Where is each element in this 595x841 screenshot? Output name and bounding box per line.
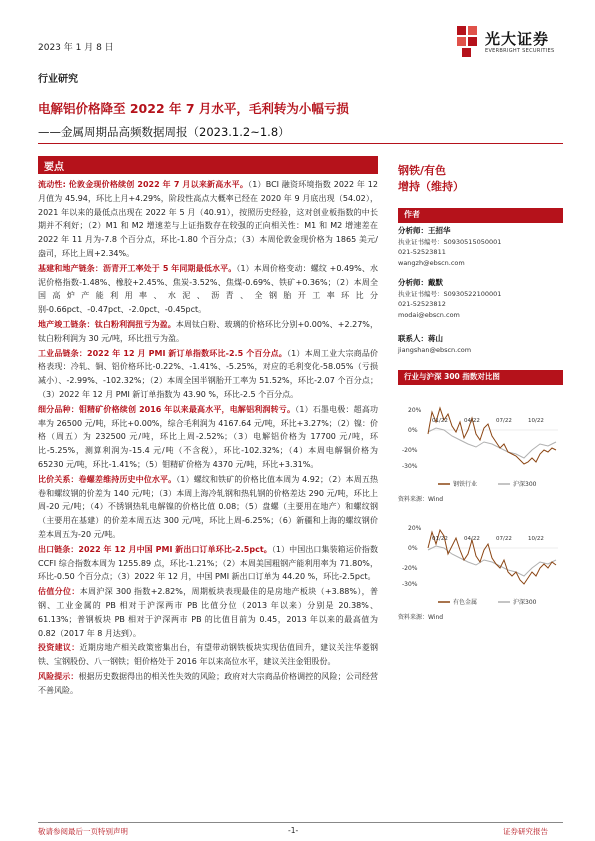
legend-label-nonferrous: 有色金属 <box>453 599 478 606</box>
paragraph-lead: 基建和地产链条：沥青开工率处于 5 年同期最低水平。 <box>38 263 237 273</box>
x-tick-label: 04/22 <box>464 536 480 542</box>
y-tick-label: 0% <box>408 427 418 434</box>
authors-label: 作者 <box>404 210 420 219</box>
paragraph-lead: 工业品链条：2022 年 12 月 PMI 新订单指数环比-2.5 个百分点。 <box>38 348 287 358</box>
chart-section-label: 行业与沪深 300 指数对比图 <box>404 372 500 381</box>
paragraph-body: 根据历史数据得出的相关性失效的风险；政府对大宗商品价格调控的风险；公司经营不善风险。 <box>38 671 379 695</box>
paragraph-lead: 风险提示： <box>38 671 79 681</box>
industry-rating: 增持（维持） <box>398 180 464 193</box>
x-tick-label: 04/22 <box>464 418 480 424</box>
legend-label-hs300: 沪深300 <box>513 481 537 488</box>
footer-divider <box>38 822 563 823</box>
chart-legend <box>438 480 537 488</box>
paragraph-lead: 投资建议： <box>38 643 80 653</box>
x-tick-label: 07/22 <box>496 536 512 542</box>
y-tick-label: 20% <box>408 407 422 414</box>
series-line-hs300 <box>428 428 556 458</box>
key-points-header <box>38 156 378 174</box>
chart-section-header <box>398 370 563 385</box>
series-line-steel <box>428 408 556 464</box>
paragraph-lead: 估值分位： <box>38 587 80 597</box>
footer-disclaimer-link[interactable]: 敬请参阅最后一页特别声明 <box>38 827 128 836</box>
x-axis-labels <box>432 418 544 424</box>
contact-block <box>398 334 563 355</box>
x-tick-label: 01/22 <box>432 536 448 542</box>
paragraph <box>38 543 378 584</box>
chart-nonferrous-vs-hs300 <box>398 510 563 610</box>
x-tick-label: 07/22 <box>496 418 512 424</box>
paragraph-lead: 细分品种：钼精矿价格续创 2016 年以来最高水平，电解铝利润转亏。 <box>38 404 296 414</box>
report-subtitle: ——金属周期品高频数据周报（2023.1.2~1.8） <box>38 125 290 139</box>
chart-legend <box>438 598 537 606</box>
logo-mark-icon <box>455 24 481 58</box>
authors-header <box>398 208 563 223</box>
paragraph <box>38 585 378 640</box>
y-tick-label: 20% <box>408 525 422 532</box>
paragraph-body: 本周沪深 300 指数+2.82%，周期板块表现最佳的是房地产板块（+3.88%），普钢、工业金属的 PB 相对于沪深两市 PB 比值分位（2013 年以来）分别是 20.38%、61.13%；普钢板块 PB 相对于沪深两市 PB 的比值目前为 0.45，2013 年以来的最高值为 0.82（2017 年 8 月达到）。 <box>38 587 379 638</box>
paragraph <box>38 347 378 402</box>
paragraph <box>38 473 378 542</box>
logo-english: EVERBRIGHT SECURITIES <box>485 48 555 54</box>
analyst-email[interactable]: modai@ebscn.com <box>398 310 460 319</box>
paragraph-lead: 出口链条：2022 年 12 月中国 PMI 新出口订单环比-2.5pct。 <box>38 544 272 554</box>
paragraph-lead: 比价关系：卷螺差维持历史中位水平。 <box>38 474 177 484</box>
key-points-body <box>38 178 378 698</box>
report-category: 行业研究 <box>38 74 78 85</box>
y-tick-label: -30% <box>402 463 418 470</box>
key-points-label: 要点 <box>44 162 64 173</box>
x-tick-label: 10/22 <box>528 418 544 424</box>
chart-source: 资料来源：Wind <box>398 614 444 621</box>
title-divider <box>38 143 563 144</box>
paragraph-body: （1）螺纹和铁矿的价格比值本周为 4.92；（2）本周五热卷和螺纹钢的价差为 140 元/吨；（3）本周上海冷轧钢和热轧钢的价格差达 290 元/吨，环比上周-20 元/吨；（4）不锈钢热轧电解镍的价格比值 0.08；（5）盘螺（主要用在地产）和螺纹钢（主要用在基建）的价差本周五达 300 元/吨，环比上周-6.25%；（6）新疆和上海的螺纹钢价差本周五为-20 元/吨。 <box>38 474 378 539</box>
report-title: 电解铝价格降至 2022 年 7 月水平，毛利转为小幅亏损 <box>38 101 349 116</box>
paragraph <box>38 670 378 698</box>
chart-steel-vs-hs300 <box>398 392 563 492</box>
contact-name: 联系人：蒋山 <box>398 334 443 343</box>
x-tick-label: 10/22 <box>528 536 544 542</box>
paragraph <box>38 178 378 261</box>
logo-text: 光大证券 <box>485 30 550 48</box>
paragraph <box>38 403 378 472</box>
paragraph <box>38 262 378 317</box>
y-tick-label: -20% <box>402 565 418 572</box>
paragraph-body: 近期房地产相关政策密集出台，有望带动钢铁板块实现估值回升，建议关注华菱钢铁、宝钢股份、八一钢铁；钼价格处于 2016 年以来高位水平，建议关注金钼股份。 <box>38 643 378 667</box>
legend-label-hs300: 沪深300 <box>513 599 537 606</box>
paragraph-body: （1）中国出口集装箱运价指数 CCFI 综合指数本周为 1255.89 点，环比-1.21%；（2）本周美国粗钢产能利用率为 71.80%，环比-0.50 个百分点；（3）2022 年 12 月，中国 PMI 新出口订单为 44.20 %，环比-2.5pct。 <box>38 544 378 582</box>
report-date: 2023 年 1 月 8 日 <box>38 43 114 53</box>
paragraph-lead: 流动性: 伦敦金现价格续创 2022 年 7 月以来新高水平。 <box>38 180 249 189</box>
industry-name: 钢铁/有色 <box>398 164 447 177</box>
x-tick-label: 01/22 <box>432 418 448 424</box>
footer-report-type: 证券研究报告 <box>503 827 548 836</box>
paragraph-lead: 地产竣工链条：钛白粉利润扭亏为盈。 <box>38 319 176 329</box>
contact-email[interactable]: jiangshan@ebscn.com <box>398 345 472 354</box>
paragraph <box>38 641 378 669</box>
legend-label-steel: 钢铁行业 <box>453 481 478 488</box>
analyst-phone: 021-52523811 <box>398 248 446 256</box>
y-tick-label: -20% <box>402 447 418 454</box>
paragraph-body: （1）本周工业大宗商品价格表现：冷轧、铜、铝价格环比-0.22%、-1.41%、-5.25%，对应的毛利变化-58.05%（亏损减小）、-2.99%、-102.32%；（2）本周全国半钢胎开工率为 51.52%，环比-2.07 个百分点；（3）2022 年 12 月 PMI 新订单指数为 43.90 %，环比-2.5 个百分点。 <box>38 348 378 399</box>
paragraph-body: （1）BCI 融资环境指数 2022 年 12 月值为 45.94，环比上月+4.29%，阶段性高点大概率已经在 2020 年 9 月底出现（54.02），2021 年以来的最低点出现在 2022 年 5 月（40.91），按照历史经验，这对创业板指数的中长期并不利好；（2）M1 和 M2 增速差与上证指数存在较强的正向相关性：M1 和 M2 增速差在 2022 年 11 月为-7.8 个百分点，环比-1.80 个百分点；（3）本周伦敦金现价格为 1865 美元/盎司，环比上周+2.34%。 <box>38 180 378 258</box>
y-tick-label: 0% <box>408 545 418 552</box>
analyst-block <box>398 226 563 268</box>
y-axis-labels <box>402 525 422 588</box>
chart-source: 资料来源：Wind <box>398 496 444 503</box>
y-axis-labels <box>402 407 422 470</box>
analyst-email[interactable]: wangzh@ebscn.com <box>398 258 465 267</box>
analyst-name: 分析师：戴默 <box>398 278 443 287</box>
x-axis-labels <box>432 536 544 542</box>
analyst-cert: 执业证书编号：S0930515050001 <box>398 237 502 246</box>
company-logo <box>455 24 565 62</box>
analyst-cert: 执业证书编号：S0930522100001 <box>398 289 502 298</box>
analyst-block <box>398 278 563 320</box>
page-number: -1- <box>288 826 299 835</box>
y-tick-label: -30% <box>402 581 418 588</box>
paragraph-body: （1）石墨电极：超高功率为 26500 元/吨，环比+0.00%，综合毛利润为 4167.64 元/吨，环比+3.27%；（2）镍：价格（周五）为 232500 元/吨，环比上周-2.52%；（3）电解铝价格为 17700 元/吨，环比-5.25%，测算利润为-15.4 元/吨（不含税），环比-102.32%；（4）本周电解铜价格为 65230 元/吨，环比-1.41%；（5）钼精矿价格为 4370 元/吨，环比+3.31%。 <box>38 404 378 469</box>
paragraph-body: （1）本周价格变动：螺纹 +0.49%、水泥价格指数-1.48%、橡胶+2.45%、焦炭-3.52%、焦煤-0.69%、铁矿+0.36%；（2）本周全国高炉产能利用率、水泥、沥青、全钢胎开工率环比分别-0.66pct、-0.47pct、-2.0pct、-0.45pct。 <box>38 263 378 315</box>
analyst-name: 分析师：王招华 <box>398 226 451 235</box>
paragraph <box>38 318 378 346</box>
analyst-phone: 021-52523812 <box>398 300 446 308</box>
paragraph-body: 本周钛白粉、玻璃的价格环比分别+0.00%、+2.27%，钛白粉利润为 30 元/吨，环比扭亏为盈。 <box>38 319 378 343</box>
